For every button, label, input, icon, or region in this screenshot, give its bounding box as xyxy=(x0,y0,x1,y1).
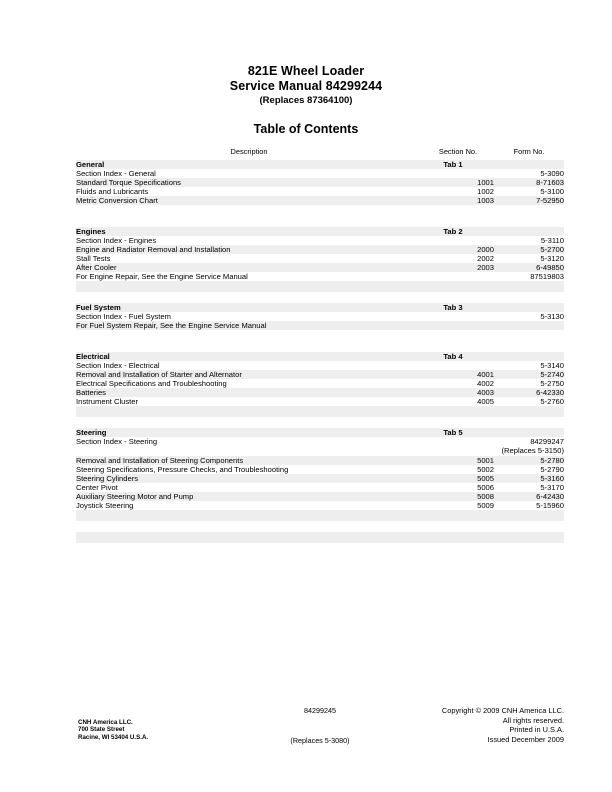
section-trailing-strip xyxy=(76,205,564,216)
row-section-no: 5002 xyxy=(422,465,494,474)
row-form-no: 5-3170 xyxy=(494,483,564,492)
section-form-no xyxy=(494,160,564,169)
row-section-no xyxy=(422,437,494,456)
row-description: Instrument Cluster xyxy=(76,397,422,406)
row-form-no: 5-15960 xyxy=(494,501,564,510)
row-description: Removal and Installation of Steering Components xyxy=(76,456,422,465)
section-header-row xyxy=(76,352,564,361)
section-tab: Tab 2 xyxy=(422,227,494,236)
section-header-row xyxy=(76,303,564,312)
table-row xyxy=(76,474,564,483)
table-row xyxy=(76,465,564,474)
column-header-form-no: Form No. xyxy=(494,144,564,160)
row-description: After Cooler xyxy=(76,263,422,272)
row-form-no: 5-3120 xyxy=(494,254,564,263)
table-row xyxy=(76,370,564,379)
table-of-contents-body xyxy=(76,144,564,543)
row-description: Steering Cylinders xyxy=(76,474,422,483)
row-form-no: 7-52950 xyxy=(494,196,564,205)
row-description: Joystick Steering xyxy=(76,501,422,510)
section-trailing-strip-cell xyxy=(76,281,564,292)
row-section-no: 5008 xyxy=(422,492,494,501)
section-tab: Tab 3 xyxy=(422,303,494,312)
table-row xyxy=(76,501,564,510)
row-description: For Fuel System Repair, See the Engine Service Manual xyxy=(76,321,422,330)
table-row xyxy=(76,483,564,492)
row-description: Electrical Specifications and Troubleshooting xyxy=(76,379,422,388)
row-section-no: 4003 xyxy=(422,388,494,397)
table-row xyxy=(76,388,564,397)
publisher-street: 700 State Street xyxy=(78,726,125,734)
row-form-no: 5-3110 xyxy=(494,236,564,245)
row-form-no: 5-2760 xyxy=(494,397,564,406)
row-section-no: 4005 xyxy=(422,397,494,406)
section-trailing-strip-cell xyxy=(76,406,564,417)
section-form-no xyxy=(494,352,564,361)
publisher-address xyxy=(78,719,148,741)
row-section-no xyxy=(422,312,494,321)
section-trailing-strip xyxy=(76,330,564,341)
row-description: Standard Torque Specifications xyxy=(76,178,422,187)
table-row xyxy=(76,379,564,388)
row-form-no xyxy=(494,321,564,330)
footer-document-number: 84299245 xyxy=(304,706,336,715)
section-form-no xyxy=(494,227,564,236)
row-section-no: 1002 xyxy=(422,187,494,196)
table-row xyxy=(76,187,564,196)
table-row xyxy=(76,272,564,281)
row-form-no: 5-2700 xyxy=(494,245,564,254)
section-form-no xyxy=(494,303,564,312)
section-gap-cell xyxy=(76,341,564,352)
section-name: Engines xyxy=(76,227,422,236)
row-section-no: 1003 xyxy=(422,196,494,205)
row-form-no: 5-2740 xyxy=(494,370,564,379)
manual-replaces-note: (Replaces 87364100) xyxy=(259,95,353,106)
row-description: Stall Tests xyxy=(76,254,422,263)
row-form-no: 6-42330 xyxy=(494,388,564,397)
row-section-no: 2000 xyxy=(422,245,494,254)
printed-line: Printed in U.S.A. xyxy=(509,725,564,735)
row-section-no: 5006 xyxy=(422,483,494,492)
section-name: Steering xyxy=(76,428,422,437)
section-form-no xyxy=(494,428,564,437)
form-no-primary: 84299247 xyxy=(530,437,564,446)
row-form-no: 5-3160 xyxy=(494,474,564,483)
row-description: Batteries xyxy=(76,388,422,397)
row-section-no: 2003 xyxy=(422,263,494,272)
section-tab: Tab 4 xyxy=(422,352,494,361)
section-tab: Tab 5 xyxy=(422,428,494,437)
row-description: Section Index - Fuel System xyxy=(76,312,422,321)
table-row xyxy=(76,437,564,456)
column-header-description: Description xyxy=(76,144,422,160)
table-row xyxy=(76,361,564,370)
section-header-row xyxy=(76,227,564,236)
section-gap-cell xyxy=(76,521,564,532)
section-gap xyxy=(76,417,564,428)
rights-line: All rights reserved. xyxy=(502,715,564,725)
row-form-no: 87519803 xyxy=(494,272,564,281)
table-row xyxy=(76,236,564,245)
row-form-no: 5-3100 xyxy=(494,187,564,196)
table-of-contents-table xyxy=(76,144,564,543)
row-section-no: 2002 xyxy=(422,254,494,263)
section-trailing-strip xyxy=(76,406,564,417)
table-header-row xyxy=(76,144,564,160)
table-row xyxy=(76,456,564,465)
row-form-no: 5-3090 xyxy=(494,169,564,178)
section-gap xyxy=(76,521,564,532)
row-section-no xyxy=(422,272,494,281)
row-form-no: 8-71603 xyxy=(494,178,564,187)
row-description: Section Index - Engines xyxy=(76,236,422,245)
row-form-no: 5-2780 xyxy=(494,456,564,465)
row-description: Metric Conversion Chart xyxy=(76,196,422,205)
table-row xyxy=(76,321,564,330)
footer-replaces-note: (Replaces 5-3080) xyxy=(290,736,350,745)
copyright-block xyxy=(442,706,564,744)
row-form-no: 5-2750 xyxy=(494,379,564,388)
row-section-no: 5001 xyxy=(422,456,494,465)
manual-model-title: 821E Wheel Loader xyxy=(247,64,365,78)
section-gap-cell xyxy=(76,417,564,428)
copyright-line: Copyright © 2009 CNH America LLC. xyxy=(441,706,564,715)
section-trailing-strip-cell xyxy=(76,205,564,216)
row-form-no: 5-3140 xyxy=(494,361,564,370)
row-section-no: 4001 xyxy=(422,370,494,379)
table-row xyxy=(76,254,564,263)
table-row xyxy=(76,492,564,501)
row-description: Fluids and Lubricants xyxy=(76,187,422,196)
row-description: Engine and Radiator Removal and Installation xyxy=(76,245,422,254)
row-section-no: 4002 xyxy=(422,379,494,388)
table-trailing-strip-cell xyxy=(76,532,564,543)
section-gap-cell xyxy=(76,216,564,227)
row-description: For Engine Repair, See the Engine Service Manual xyxy=(76,272,422,281)
form-no-replaces: (Replaces 5-3150) xyxy=(501,446,564,456)
section-gap xyxy=(76,216,564,227)
row-section-no: 5005 xyxy=(422,474,494,483)
manual-service-title: Service Manual 84299244 xyxy=(229,78,383,93)
section-name: Fuel System xyxy=(76,303,422,312)
table-row xyxy=(76,245,564,254)
row-section-no: 5009 xyxy=(422,501,494,510)
row-form-no: 6-42430 xyxy=(494,492,564,501)
row-description: Section Index - Electrical xyxy=(76,361,422,370)
table-row xyxy=(76,178,564,187)
issued-line: Issued December 2009 xyxy=(487,734,564,744)
table-trailing-strip xyxy=(76,532,564,543)
row-description: Center Pivot xyxy=(76,483,422,492)
section-trailing-strip xyxy=(76,510,564,521)
row-form-no: 5-2790 xyxy=(494,465,564,474)
publisher-company: CNH America LLC. xyxy=(78,719,133,726)
section-name: General xyxy=(76,160,422,169)
row-form-no: 5-3130 xyxy=(494,312,564,321)
row-description: Steering Specifications, Pressure Checks, and Troubleshooting xyxy=(76,465,422,474)
row-section-no xyxy=(422,169,494,178)
section-trailing-strip-cell xyxy=(76,510,564,521)
table-row xyxy=(76,263,564,272)
row-form-no xyxy=(494,437,564,456)
row-section-no xyxy=(422,361,494,370)
section-gap xyxy=(76,292,564,303)
section-name: Electrical xyxy=(76,352,422,361)
page-footer xyxy=(0,706,612,766)
table-row xyxy=(76,312,564,321)
row-description: Removal and Installation of Starter and Alternator xyxy=(76,370,422,379)
section-header-row xyxy=(76,428,564,437)
row-form-no: 6-49850 xyxy=(494,263,564,272)
section-trailing-strip-cell xyxy=(76,330,564,341)
table-row xyxy=(76,196,564,205)
row-section-no xyxy=(422,321,494,330)
row-section-no xyxy=(422,236,494,245)
footer-center-block xyxy=(240,706,400,745)
section-header-row xyxy=(76,160,564,169)
row-description: Section Index - General xyxy=(76,169,422,178)
section-gap-cell xyxy=(76,292,564,303)
table-row xyxy=(76,169,564,178)
section-gap xyxy=(76,341,564,352)
section-trailing-strip xyxy=(76,281,564,292)
publisher-city: Racine, WI 53404 U.S.A. xyxy=(78,733,149,741)
table-row xyxy=(76,397,564,406)
row-section-no: 1001 xyxy=(422,178,494,187)
table-of-contents-heading: Table of Contents xyxy=(253,122,359,136)
column-header-section-no: Section No. xyxy=(422,144,494,160)
row-description: Auxiliary Steering Motor and Pump xyxy=(76,492,422,501)
title-block xyxy=(0,64,612,136)
section-tab: Tab 1 xyxy=(422,160,494,169)
row-description: Section Index - Steering xyxy=(76,437,422,456)
